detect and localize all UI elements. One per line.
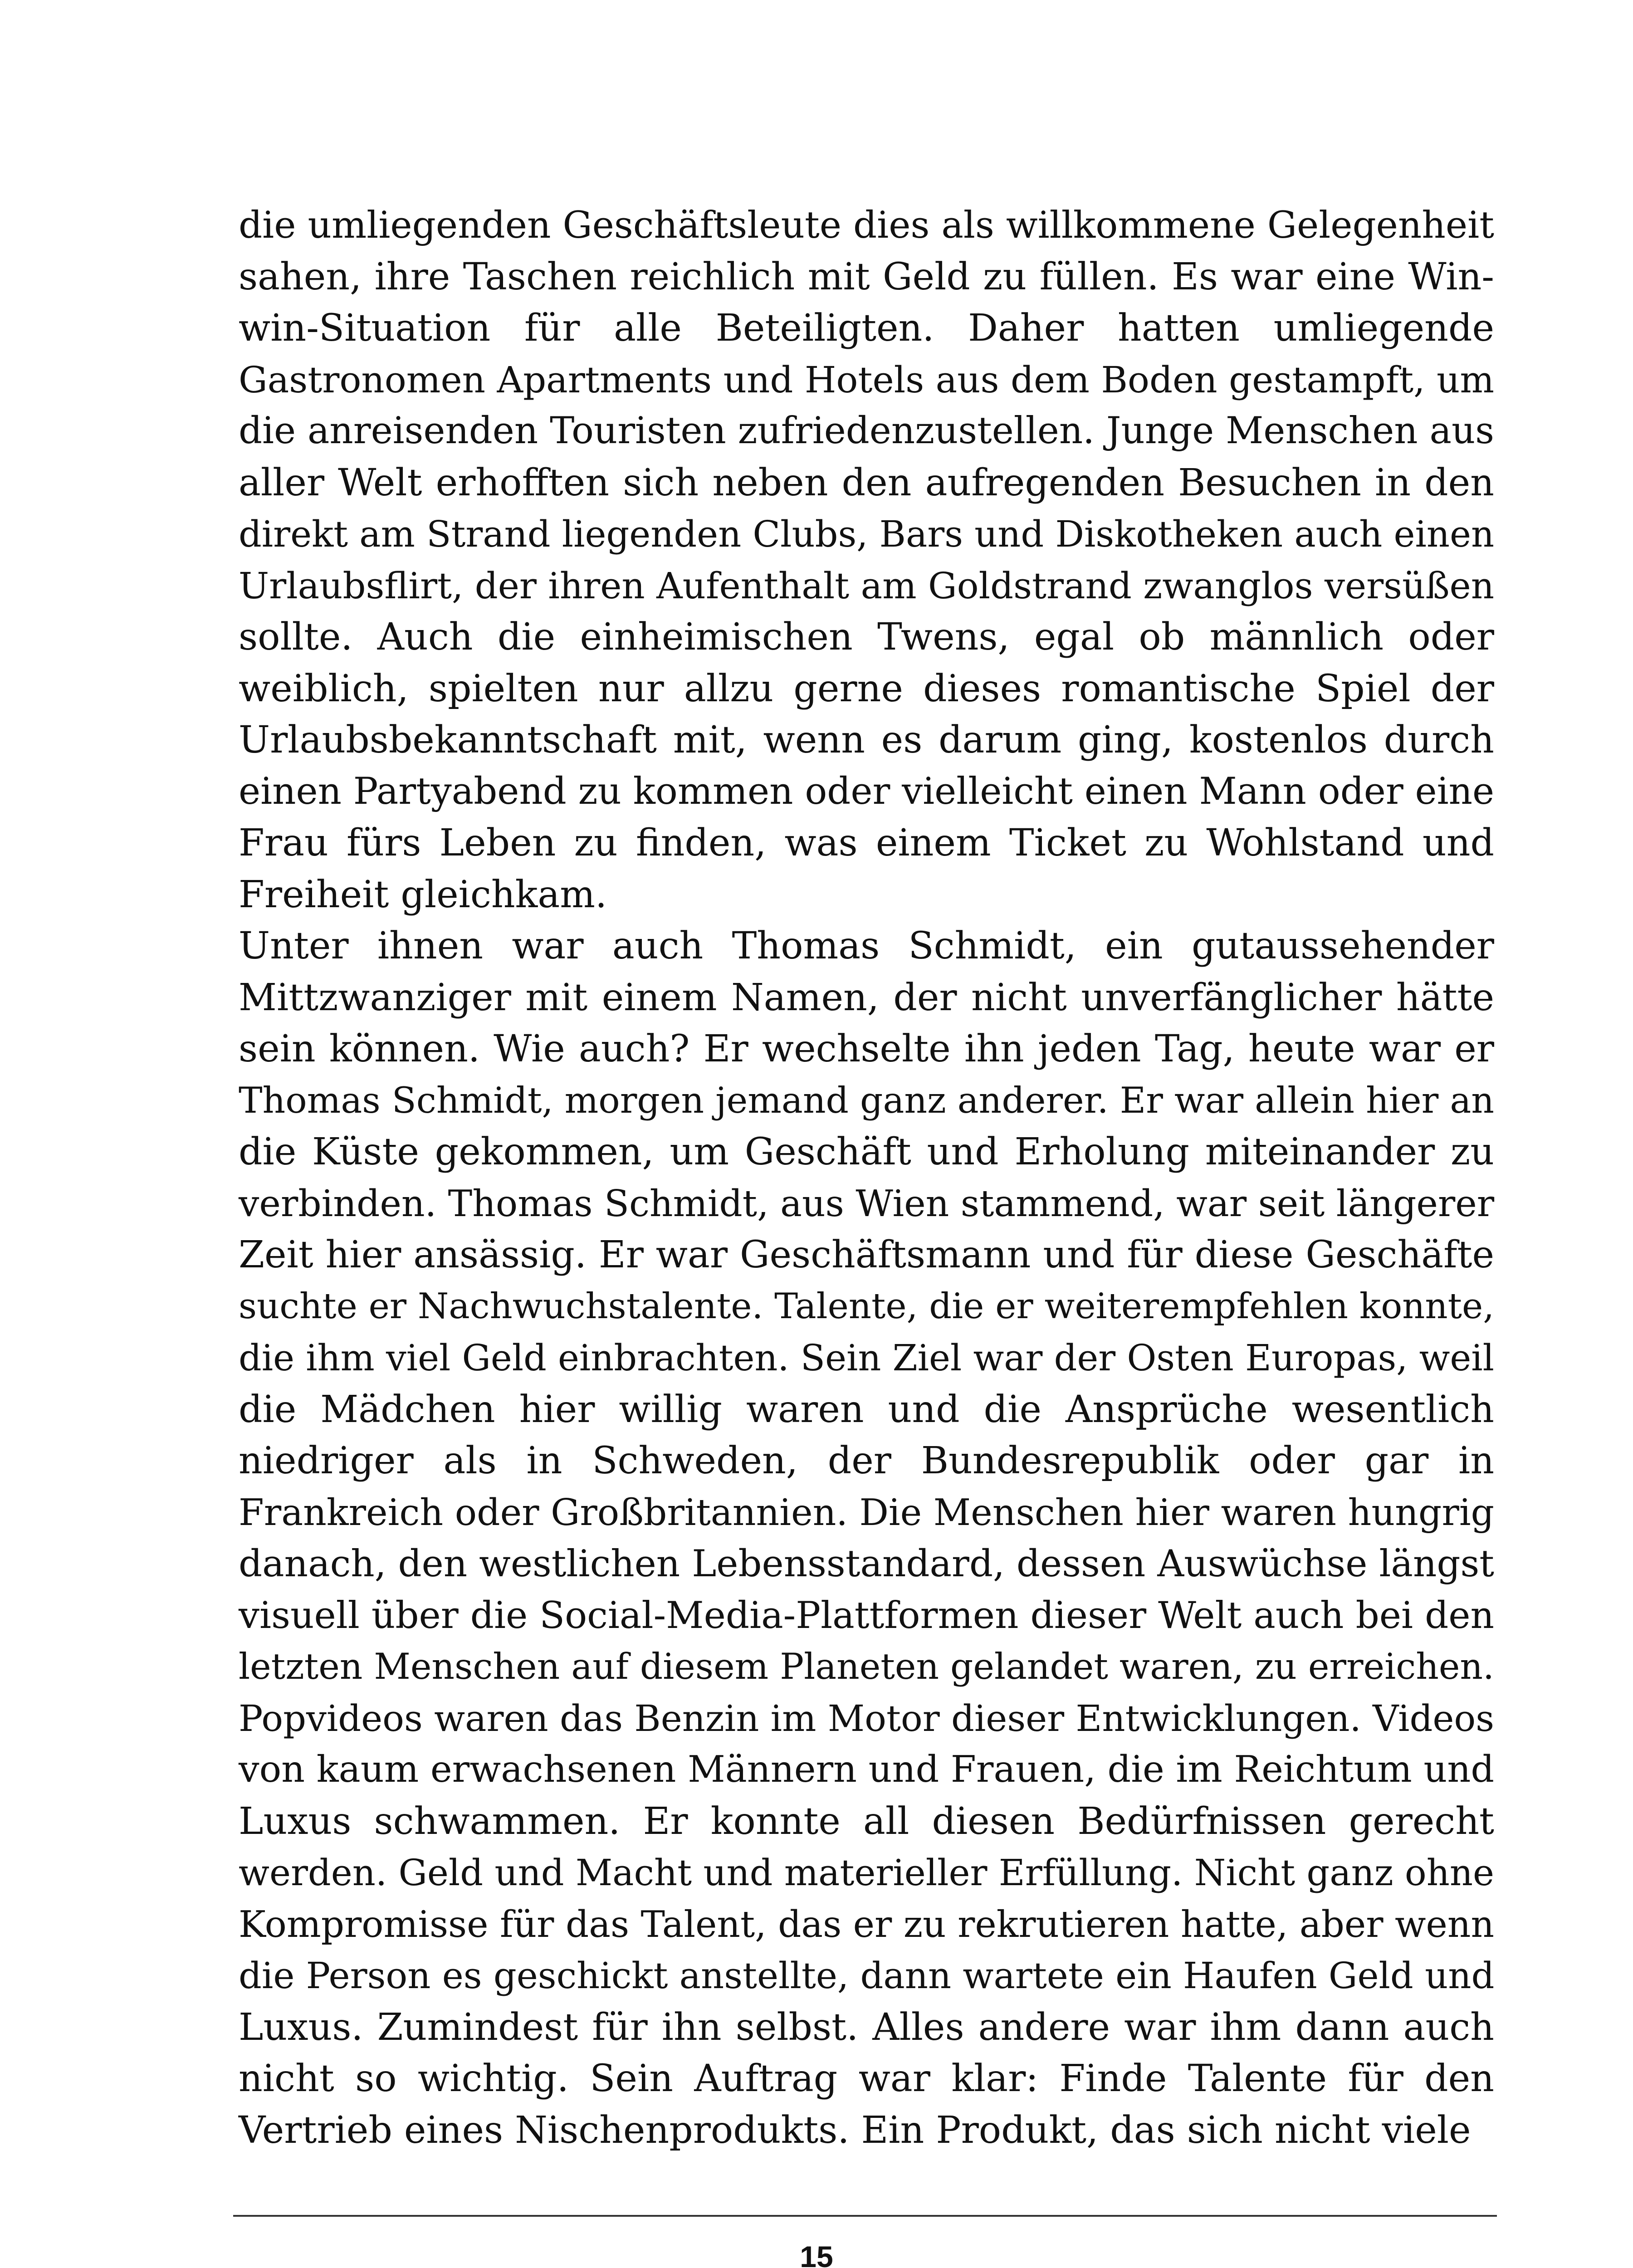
- text-line: aller Welt erhofften sich neben den aufregenden Besuchen in den: [239, 461, 1494, 504]
- paragraph: [239, 200, 1494, 920]
- text-line: werden. Geld und Macht und materieller Erfüllung. Nicht ganz ohne: [239, 1852, 1494, 1894]
- text-line: sein können. Wie auch? Er wechselte ihn jeden Tag, heute war er: [239, 1027, 1494, 1070]
- text-line: die anreisenden Touristen zufriedenzustellen. Junge Menschen aus: [239, 410, 1494, 452]
- text-line: die Küste gekommen, um Geschäft und Erholung miteinander zu: [239, 1130, 1494, 1173]
- text-line: Kompromisse für das Talent, das er zu rekrutieren hatte, aber wenn: [239, 1903, 1494, 1945]
- text-line: die ihm viel Geld einbrachten. Sein Ziel war der Osten Europas, weil: [239, 1337, 1494, 1379]
- text-line: Unter ihnen war auch Thomas Schmidt, ein gutaussehender: [239, 924, 1494, 968]
- text-line: danach, den westlichen Lebensstandard, dessen Auswüchse längst: [239, 1542, 1494, 1585]
- text-line: Luxus. Zumindest für ihn selbst. Alles andere war ihm dann auch: [239, 2005, 1494, 2049]
- text-line: sahen, ihre Taschen reichlich mit Geld zu füllen. Es war eine Win-: [239, 255, 1494, 298]
- text-line: win-Situation für alle Beteiligten. Daher hatten umliegende: [239, 307, 1494, 350]
- text-line: die umliegenden Geschäftsleute dies als willkommene Gelegenheit: [239, 204, 1494, 247]
- text-line: visuell über die Social-Media-Plattformen dieser Welt auch bei den: [239, 1593, 1494, 1637]
- text-line: einen Partyabend zu kommen oder vielleicht einen Mann oder eine: [239, 770, 1495, 813]
- text-line: Luxus schwammen. Er konnte all diesen Bedürfnissen gerecht: [239, 1799, 1494, 1843]
- paragraph: [239, 920, 1494, 2156]
- body-text: [239, 200, 1494, 2156]
- text-line: Zeit hier ansässig. Er war Geschäftsmann und für diese Geschäfte: [239, 1233, 1494, 1276]
- text-line: niedriger als in Schweden, der Bundesrepublik oder gar in: [239, 1439, 1494, 1482]
- text-line: weiblich, spielten nur allzu gerne dieses romantische Spiel der: [239, 667, 1494, 710]
- text-line: verbinden. Thomas Schmidt, aus Wien stammend, war seit längerer: [239, 1182, 1495, 1225]
- page-number: 15: [800, 2240, 833, 2268]
- text-line: sollte. Auch die einheimischen Twens, egal ob männlich oder: [239, 616, 1494, 659]
- text-line: Urlaubsflirt, der ihren Aufenthalt am Goldstrand zwanglos versüßen: [239, 564, 1494, 607]
- text-line: direkt am Strand liegenden Clubs, Bars und Diskotheken auch einen: [239, 513, 1495, 555]
- text-line: Vertrieb eines Nischenprodukts. Ein Produkt, das sich nicht viele: [239, 2108, 1471, 2152]
- text-line: die Person es geschickt anstellte, dann wartete ein Haufen Geld und: [239, 1955, 1495, 1997]
- text-line: Frau fürs Leben zu finden, was einem Ticket zu Wohlstand und: [239, 821, 1494, 865]
- text-line: Thomas Schmidt, morgen jemand ganz anderer. Er war allein hier an: [239, 1079, 1494, 1121]
- text-line: Freiheit gleichkam.: [239, 873, 607, 916]
- text-line: nicht so wichtig. Sein Auftrag war klar: Finde Talente für den: [239, 2057, 1494, 2100]
- text-line: von kaum erwachsenen Männern und Frauen, die im Reichtum und: [239, 1748, 1494, 1791]
- text-line: suchte er Nachwuchstalente. Talente, die er weiterempfehlen konnte,: [239, 1286, 1494, 1327]
- text-line: Frankreich oder Großbritannien. Die Menschen hier waren hungrig: [239, 1491, 1494, 1534]
- text-line: letzten Menschen auf diesem Planeten gelandet waren, zu erreichen.: [239, 1646, 1494, 1687]
- text-line: Mittzwanziger mit einem Namen, der nicht unverfänglicher hätte: [239, 976, 1494, 1019]
- text-line: Gastronomen Apartments und Hotels aus dem Boden gestampft, um: [239, 358, 1494, 401]
- text-line: Popvideos waren das Benzin im Motor dieser Entwicklungen. Videos: [239, 1697, 1494, 1740]
- text-line: die Mädchen hier willig waren und die Ansprüche wesentlich: [239, 1388, 1494, 1431]
- footer-rule: [233, 2215, 1497, 2217]
- text-line: Urlaubsbekanntschaft mit, wenn es darum ging, kostenlos durch: [239, 719, 1494, 762]
